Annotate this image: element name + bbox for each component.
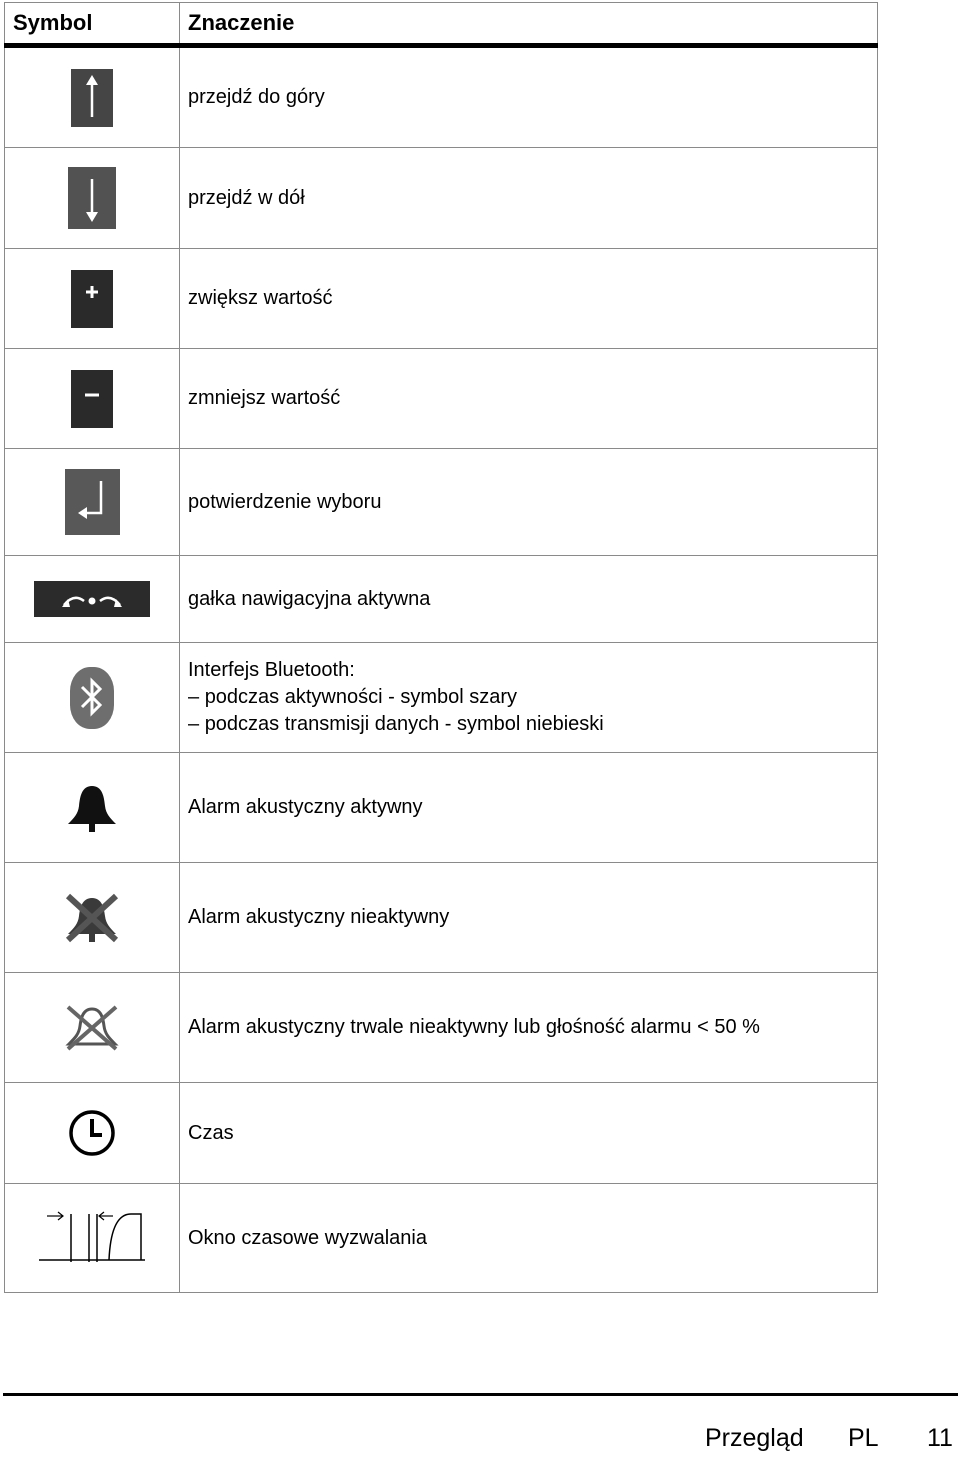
meaning-text: zwiększ wartość [180, 249, 878, 349]
bullet-item: – podczas transmisji danych - symbol niebieski [188, 711, 877, 738]
table-row [5, 148, 878, 249]
meaning-text: Alarm akustyczny nieaktywny [180, 863, 878, 973]
meaning-text: Czas [180, 1083, 878, 1184]
plus-icon [71, 270, 113, 328]
symbol-cell [5, 46, 180, 148]
footer-divider [3, 1393, 958, 1396]
meaning-text: zmniejsz wartość [180, 349, 878, 449]
symbol-cell [5, 863, 180, 973]
symbol-cell [5, 349, 180, 449]
footer-page-number: 11 [927, 1424, 953, 1452]
symbol-cell [5, 1083, 180, 1184]
footer-section-title: Przegląd [705, 1424, 804, 1452]
symbol-cell [5, 1184, 180, 1293]
symbol-cell [5, 753, 180, 863]
table-row [5, 449, 878, 556]
table-header-row [5, 3, 878, 46]
symbol-cell [5, 449, 180, 556]
bluetooth-icon [68, 665, 116, 731]
arrow-up-icon [71, 69, 113, 127]
column-header-symbol: Symbol [5, 3, 180, 46]
bell-crossed-icon [64, 892, 120, 944]
clock-icon [68, 1109, 116, 1157]
table-row [5, 556, 878, 643]
symbol-cell [5, 643, 180, 753]
symbol-cell [5, 148, 180, 249]
meaning-text: Alarm akustyczny trwale nieaktywny lub głośność alarmu < 50 % [180, 973, 878, 1083]
symbol-table [4, 2, 878, 1293]
meaning-text: przejdź do góry [180, 46, 878, 148]
enter-icon [65, 469, 120, 535]
trigger-window-icon [37, 1210, 147, 1266]
table-row [5, 249, 878, 349]
footer-language: PL [848, 1424, 879, 1452]
meaning-text: przejdź w dół [180, 148, 878, 249]
meaning-text: gałka nawigacyjna aktywna [180, 556, 878, 643]
symbol-cell [5, 973, 180, 1083]
table-row [5, 46, 878, 148]
table-row [5, 863, 878, 973]
minus-icon [71, 370, 113, 428]
bullet-item: – podczas aktywności - symbol szary [188, 684, 877, 711]
symbol-cell [5, 249, 180, 349]
meaning-text: Interfejs Bluetooth: [188, 659, 355, 681]
table-row [5, 1083, 878, 1184]
meaning-text: Okno czasowe wyzwalania [180, 1184, 878, 1293]
nav-knob-icon [34, 581, 150, 617]
table-row [5, 1184, 878, 1293]
table-row [5, 643, 878, 753]
column-header-meaning: Znaczenie [180, 3, 878, 46]
bell-icon [66, 782, 118, 834]
table-row [5, 753, 878, 863]
bell-outline-crossed-icon [64, 1003, 120, 1053]
arrow-down-icon [68, 167, 116, 229]
table-row [5, 349, 878, 449]
meaning-text-cell [180, 643, 878, 753]
table-row [5, 973, 878, 1083]
symbol-cell [5, 556, 180, 643]
meaning-text: potwierdzenie wyboru [180, 449, 878, 556]
meaning-text: Alarm akustyczny aktywny [180, 753, 878, 863]
